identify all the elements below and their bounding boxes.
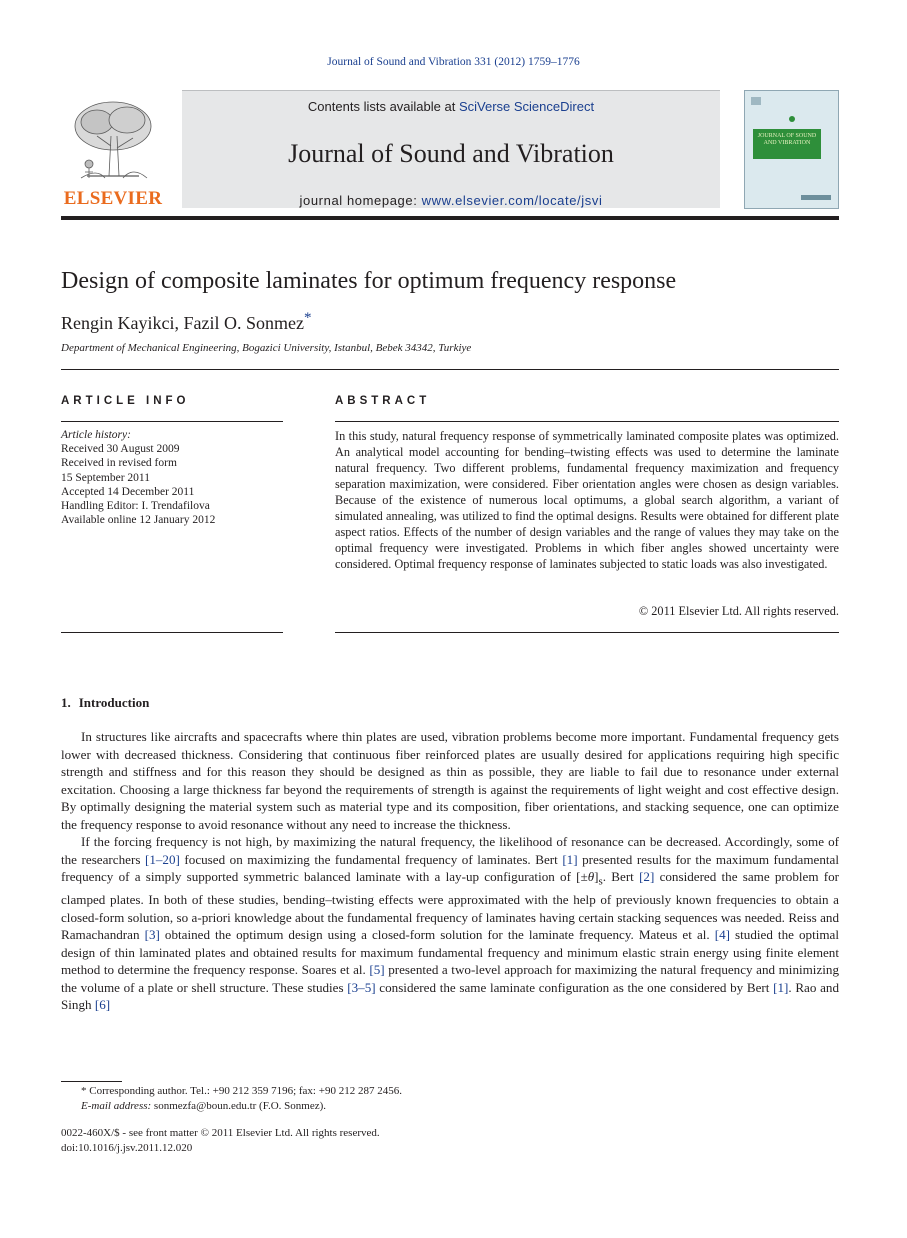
divider [61, 421, 283, 422]
citation-link[interactable]: [6] [94, 997, 111, 1013]
layup-subscript: s [598, 875, 603, 888]
divider [335, 632, 839, 633]
history-item: 15 September 2011 [61, 471, 151, 484]
abstract-copyright: © 2011 Elsevier Ltd. All rights reserved. [638, 604, 839, 618]
abstract-heading: ABSTRACT [335, 395, 431, 407]
citation-link[interactable]: [3–5] [347, 979, 376, 995]
corresponding-author-mark[interactable]: * [303, 310, 312, 326]
author-affiliation: Department of Mechanical Engineering, Bogazici University, Istanbul, Bebek 34342, Turkiye [61, 342, 472, 354]
history-item: Accepted 14 December 2011 [61, 485, 195, 498]
homepage-prefix: journal homepage: [299, 193, 422, 208]
text-run: If the forcing frequency is not high, by maximizing the natural frequency, the likelihood of resonance can be decreased. Accordingly, some of the researchers [61, 834, 839, 867]
section-heading-introduction [61, 695, 157, 711]
author-list [61, 310, 311, 334]
journal-citation[interactable]: Journal of Sound and Vibration 331 (2012) 1759–1776 [327, 56, 580, 68]
history-item: Received in revised form [61, 457, 177, 470]
front-matter-notice [61, 1126, 380, 1155]
divider [61, 632, 283, 633]
divider [335, 421, 839, 422]
history-item: Handling Editor: I. Trendafilova [61, 500, 210, 513]
corresponding-author-footnote [61, 1084, 402, 1099]
citation-link[interactable]: [1–20] [144, 851, 180, 867]
section-number: 1. [61, 695, 71, 710]
section-title: Introduction [78, 695, 150, 710]
footnotes [61, 1084, 402, 1114]
author-names[interactable]: Rengin Kayikci, Fazil O. Sonmez [61, 313, 304, 333]
text-run: . Bert [602, 869, 640, 884]
text-run: considered the same laminate configuration as the one considered by Bert [375, 979, 774, 995]
layup-symbol: ±θ [580, 869, 595, 884]
text-run: . Rao and Singh [61, 979, 839, 1013]
email-footnote [61, 1099, 402, 1114]
citation-link[interactable]: [4] [714, 927, 730, 943]
contents-prefix: Contents lists available at [307, 99, 459, 114]
paragraph: In structures like aircrafts and spacecrafts where thin plates are used, vibration problems become more important. Fundamental frequency gets lower with decreased thickness. Considering that continuous fiber reinforced plates are usually desired for applications requiring high specific strength and stiffness and for this reason they should be designed as thin as possible, they are liable to fail due to resonance under external excitation. Choosing a large thickness far beyond the requirements of strength is against the requirements of light weight and cost effective design. By optimally designing the material system such as material type and its composition, fiber orientations, and stacking sequence, one can optimize the frequency response to avoid resonance without any need to increase the thickness. [61, 729, 839, 832]
text-run: ] [594, 869, 599, 884]
elsevier-tree-icon [67, 96, 159, 188]
text-run: presented results for the maximum fundamental frequency of a simply supported symmetric balanced laminate with a lay-up configuration of [ [61, 851, 839, 884]
homepage-line [182, 193, 720, 208]
journal-header-box [182, 90, 720, 208]
history-label: Article history: [61, 429, 131, 441]
footnote-mark: * [81, 1085, 87, 1097]
cover-title: JOURNAL OF SOUND AND VIBRATION [753, 129, 821, 159]
citation-link[interactable]: [1] [562, 851, 578, 867]
article-title: Design of composite laminates for optimum frequency response [61, 268, 677, 294]
homepage-link[interactable]: www.elsevier.com/locate/jsvi [421, 193, 603, 208]
citation-link[interactable]: [2] [639, 869, 655, 884]
publisher-logo[interactable] [61, 96, 165, 208]
footnote-rule [61, 1081, 122, 1082]
article-info-heading: ARTICLE INFO [61, 395, 190, 407]
abstract-text: In this study, natural frequency response of symmetrically laminated composite plates was optimized. An analytical model accounting for bending–twisting effects was used to determine the laminate natural frequency. Two different problems, fundamental frequency maximization and frequency separation maximization, were considered. Fiber orientation angles were chosen as design variables. Because of the existence of numerous local optimums, a global search algorithm, a variant of simulated annealing, was utilized to find the optimal designs. Results were obtained for different plate aspect ratios. Effects of the number of design variables and the range of values they may take on the optimal frequency were investigated. Problems in which fiber angles showed uncertainty were considered. Optimal frequency response of laminates subjected to static loads was also investigated. [335, 429, 839, 571]
contents-line [182, 99, 720, 114]
email-label: E-mail address: [81, 1100, 152, 1112]
issn-line: 0022-460X/$ - see front matter © 2011 Elsevier Ltd. All rights reserved. [61, 1127, 380, 1139]
elsevier-wordmark: ELSEVIER [63, 188, 163, 209]
divider [61, 369, 839, 370]
citation-link[interactable]: [5] [369, 962, 385, 978]
text-run: considered the same problem for clamped plates. In both of these studies, bending–twisting effects were approximated with the help of previously known frequencies to obtain a closed-form solution, so a-priori knowledge about the fundamental frequency of laminates having certain stacking sequences was needed. Reiss and Ramachandran [61, 869, 839, 943]
citation-link[interactable]: [3] [144, 927, 160, 943]
sciencedirect-link[interactable]: SciVerse ScienceDirect [458, 99, 595, 114]
journal-cover-thumbnail[interactable] [744, 90, 839, 209]
email-address[interactable]: sonmezfa@boun.edu.tr (F.O. Sonmez). [151, 1100, 326, 1112]
history-item: Available online 12 January 2012 [61, 514, 216, 527]
text-run: studied the optimal design of thin laminated plates and obtained results for maximum fundamental frequency and minimum elastic strain energy using finite element method to determine the frequency response. Soares et al. [61, 927, 839, 978]
text-run: presented a two-level approach for maximizing the natural frequency and minimizing the volume of a plate or shell structure. These studies [61, 962, 839, 995]
text-run: obtained the optimum design using a closed-form solution for the laminate frequency. Mateus et al. [159, 927, 715, 943]
text-run: focused on maximizing the fundamental frequency of laminates. Bert [179, 851, 563, 867]
doi-line[interactable]: doi:10.1016/j.jsv.2011.12.020 [61, 1141, 193, 1154]
history-item: Received 30 August 2009 [61, 443, 180, 456]
article-history [61, 428, 283, 527]
header-rule [61, 216, 839, 220]
journal-name: Journal of Sound and Vibration [288, 139, 614, 168]
footnote-text: Corresponding author. Tel.: +90 212 359 7196; fax: +90 212 287 2456. [86, 1085, 402, 1097]
journal-masthead [61, 88, 839, 212]
introduction-body [61, 728, 839, 1014]
citation-link[interactable]: [1] [773, 979, 789, 995]
paragraph [61, 833, 839, 1014]
